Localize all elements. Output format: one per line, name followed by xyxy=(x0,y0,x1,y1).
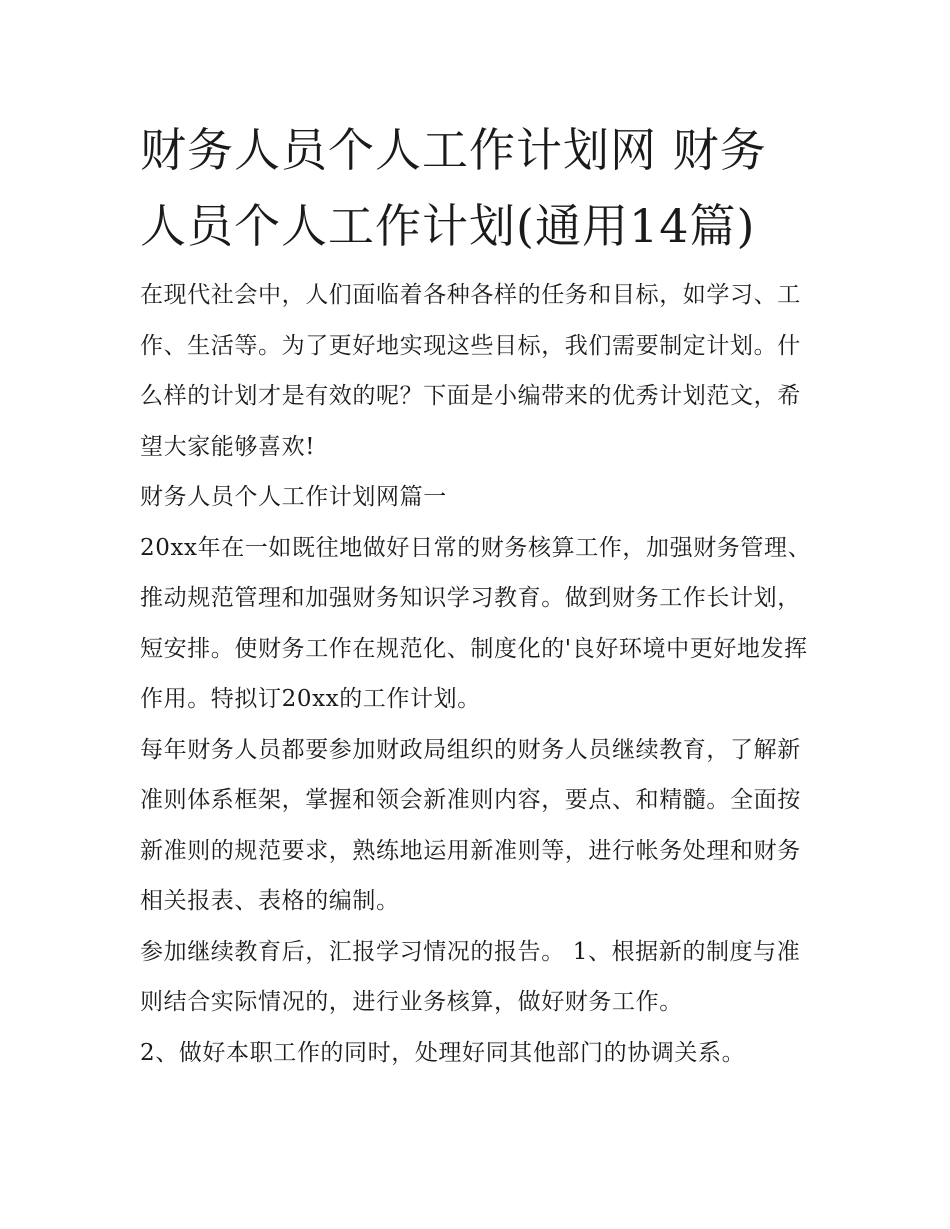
paragraph-continuing-education: 每年财务人员都要参加财政局组织的财务人员继续教育，了解新准则体系框架，掌握和领会新准则内容，要点、和精髓。全面按新准则的规范要求，熟练地运用新准则等，进行帐务处理和财务相关报表、表格的编制。 xyxy=(140,736,801,914)
paragraph-plan-overview: 20xx年在一如既往地做好日常的财务核算工作，加强财务管理、推动规范管理和加强财务知识学习教育。做到财务工作长计划，短安排。使财务工作在规范化、制度化的'良好环境中更好地发挥作用。特拟订20xx的工作计划。 xyxy=(140,534,812,712)
section-heading: 财务人员个人工作计划网篇一 xyxy=(140,484,447,510)
paragraph-item-2: 2、做好本职工作的同时，处理好同其他部门的协调关系。 xyxy=(140,1039,746,1066)
document-title: 财务人员个人工作计划网 财务人员个人工作计划(通用14篇) xyxy=(140,123,767,253)
paragraph-intro: 在现代社会中，人们面临着各种各样的任务和目标，如学习、工作、生活等。为了更好地实现这些目标，我们需要制定计划。什么样的计划才是有效的呢？下面是小编带来的优秀计划范文，希望大家能够喜欢! xyxy=(140,282,801,460)
paragraph-report-item-1: 参加继续教育后，汇报学习情况的报告。 1、根据新的制度与准则结合实际情况的，进行业务核算，做好财务工作。 xyxy=(140,938,801,1015)
document-body xyxy=(140,112,812,1078)
